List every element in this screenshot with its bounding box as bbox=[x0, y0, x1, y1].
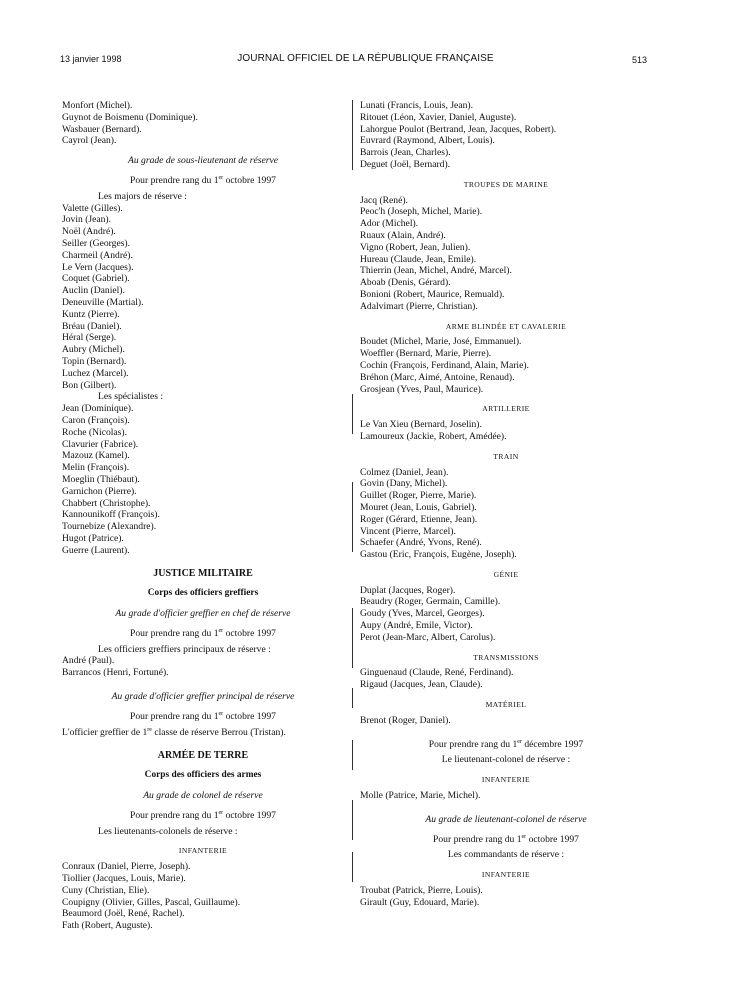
left-column bbox=[62, 100, 344, 932]
arme-heading: INFANTERIE bbox=[178, 846, 228, 856]
list-item: Monfort (Michel). bbox=[62, 100, 133, 111]
list-item: Jean (Dominique). bbox=[62, 403, 134, 415]
arme-heading: TRANSMISSIONS bbox=[473, 652, 539, 662]
list-item: Grosjean (Yves, Paul, Maurice). bbox=[360, 383, 484, 395]
margin-bar bbox=[352, 740, 353, 770]
list-item: Jacq (René). bbox=[360, 194, 408, 206]
rang-line: Pour prendre rang du 1er octobre 1997 bbox=[130, 627, 276, 639]
list-item: Bréau (Daniel). bbox=[62, 320, 122, 332]
margin-bar bbox=[352, 608, 353, 668]
list-item: Roger (Gérard, Etienne, Jean). bbox=[360, 513, 478, 525]
list-item: Barrois (Jean, Charles). bbox=[360, 147, 451, 159]
margin-bar bbox=[352, 688, 353, 708]
list-item: Héral (Serge). bbox=[62, 332, 117, 344]
list-item: Conraux (Daniel, Pierre, Joseph). bbox=[62, 861, 191, 873]
list-item: Duplat (Jacques, Roger). bbox=[360, 584, 456, 596]
list-item: Boudet (Michel, Marie, José, Emmanuel). bbox=[360, 336, 522, 348]
troupes-list bbox=[360, 195, 652, 313]
list-item: Brenot (Roger, Daniel). bbox=[360, 714, 451, 726]
list-item: Le Van Xieu (Bernard, Joselin). bbox=[360, 419, 482, 431]
list-item: Aupy (André, Emile, Victor). bbox=[360, 620, 473, 632]
list-item: Deguet (Joël, Bernard). bbox=[360, 158, 451, 170]
list-item: Kuntz (Pierre). bbox=[62, 308, 120, 320]
page-header bbox=[0, 0, 731, 70]
list-item: André (Paul). bbox=[62, 655, 115, 667]
margin-bar bbox=[352, 100, 353, 170]
list-item: Beaumord (Joël, René, Rachel). bbox=[62, 908, 185, 920]
grade-heading: Au grade d'officier greffier en chef de réserve bbox=[115, 608, 291, 620]
list-item: Schaefer (André, Yvons, René). bbox=[360, 537, 482, 549]
list-item: Mazouz (Kamel). bbox=[62, 450, 130, 462]
transmissions-list bbox=[360, 667, 652, 691]
greffiers-list bbox=[62, 655, 344, 679]
list-item: Troubat (Patrick, Pierre, Louis). bbox=[360, 885, 483, 897]
arme-heading: ARTILLERIE bbox=[482, 404, 530, 414]
list-item: Goudy (Yves, Marcel, Georges). bbox=[360, 608, 485, 620]
names-list bbox=[62, 100, 344, 147]
list-item: Jovin (Jean). bbox=[62, 214, 112, 226]
list-item: Luchez (Marcel). bbox=[62, 367, 129, 379]
list-item: Tournebize (Alexandre). bbox=[62, 521, 157, 533]
list-item: Molle (Patrice, Marie, Michel). bbox=[360, 790, 481, 802]
list-item: Cochin (François, Ferdinand, Alain, Marie). bbox=[360, 359, 529, 371]
list-item: Moeglin (Thiébaut). bbox=[62, 473, 140, 485]
list-item: Caron (François). bbox=[62, 414, 130, 426]
list-item: Ruaux (Alain, André). bbox=[360, 229, 446, 241]
list-item: Guerre (Laurent). bbox=[62, 544, 130, 556]
margin-bar bbox=[352, 800, 353, 840]
list-item: Auclin (Daniel). bbox=[62, 285, 125, 297]
arme-heading: INFANTERIE bbox=[481, 775, 531, 785]
list-item: Melin (François). bbox=[62, 462, 130, 474]
list-item: Ginguenaud (Claude, René, Ferdinand). bbox=[360, 667, 514, 679]
list-item: Fath (Robert, Auguste). bbox=[62, 920, 153, 932]
list-item: Cayrol (Jean). bbox=[62, 135, 117, 147]
list-item: Ritouet (Léon, Xavier, Daniel, Auguste). bbox=[360, 111, 517, 123]
rang-line: Pour prendre rang du 1er octobre 1997 bbox=[130, 174, 276, 186]
margin-bar bbox=[352, 394, 353, 434]
list-label: Les officiers greffiers principaux de réserve : bbox=[98, 643, 271, 655]
grade-heading: Au grade de sous-lieutenant de réserve bbox=[128, 155, 278, 167]
train-list bbox=[360, 467, 652, 561]
list-item: Hureau (Claude, Jean, Emile). bbox=[360, 253, 477, 265]
list-item: Lunati (Francis, Louis, Jean). bbox=[360, 100, 473, 111]
header-date: 13 janvier 1998 bbox=[60, 54, 122, 64]
rang-line: Pour prendre rang du 1er décembre 1997 bbox=[428, 738, 584, 750]
arme-heading: MATÉRIEL bbox=[485, 700, 527, 710]
list-item: Kannounikoff (François). bbox=[62, 509, 160, 521]
list-item: Wasbauer (Bernard). bbox=[62, 123, 142, 135]
materiel-list bbox=[360, 715, 652, 727]
list-item: Lahorgue Poulot (Bertrand, Jean, Jacques, Robert). bbox=[360, 123, 557, 135]
page-number: 513 bbox=[632, 55, 648, 65]
list-item: Rigaud (Jacques, Jean, Claude). bbox=[360, 679, 483, 691]
list-item: Clavurier (Fabrice). bbox=[62, 438, 139, 450]
list-item: Woeffler (Bernard, Marie, Pierre). bbox=[360, 348, 492, 360]
infanterie-list bbox=[62, 861, 344, 932]
list-item: Aboab (Denis, Gérard). bbox=[360, 277, 451, 289]
margin-bar bbox=[352, 852, 353, 882]
list-item: Le Vern (Jacques). bbox=[62, 261, 134, 273]
list-label: Les lieutenants-colonels de réserve : bbox=[98, 825, 238, 837]
arme-heading: ARME BLINDÉE ET CAVALERIE bbox=[445, 321, 567, 331]
specialistes-label: Les spécialistes : bbox=[98, 391, 164, 403]
genie-list bbox=[360, 585, 652, 644]
corps-heading: Corps des officiers greffiers bbox=[147, 588, 259, 599]
list-label: Les commandants de réserve : bbox=[447, 849, 565, 861]
section-title: ARMÉE DE TERRE bbox=[157, 750, 249, 762]
list-item: Coquet (Gabriel). bbox=[62, 273, 130, 285]
header-title: JOURNAL OFFICIEL DE LA RÉPUBLIQUE FRANÇAISE bbox=[237, 53, 494, 64]
list-item: Chabbert (Christophe). bbox=[62, 497, 151, 509]
list-item: Bréhon (Marc, Aimé, Antoine, Renaud). bbox=[360, 371, 515, 383]
list-label: Le lieutenant-colonel de réserve : bbox=[441, 754, 571, 766]
list-item: Bon (Gilbert). bbox=[62, 379, 117, 391]
list-item: Ador (Michel). bbox=[360, 218, 419, 230]
list-item: Beaudry (Roger, Germain, Camille). bbox=[360, 596, 501, 608]
names-list bbox=[360, 100, 652, 171]
list-item: Coupigny (Olivier, Gilles, Pascal, Guillaume). bbox=[62, 896, 241, 908]
rang-line: Pour prendre rang du 1er octobre 1997 bbox=[433, 833, 579, 845]
list-item: Deneuville (Martial). bbox=[62, 296, 144, 308]
arme-heading: INFANTERIE bbox=[481, 870, 531, 880]
arme-heading: GÉNIE bbox=[493, 569, 519, 579]
majors-label: Les majors de réserve : bbox=[98, 190, 187, 202]
rang-line: Pour prendre rang du 1er octobre 1997 bbox=[130, 710, 276, 722]
list-item: Noël (André). bbox=[62, 226, 116, 238]
list-item: Vigno (Robert, Jean, Julien). bbox=[360, 241, 471, 253]
grade-heading: Au grade d'officier greffier principal de réserve bbox=[111, 691, 295, 703]
list-item: Tiollier (Jacques, Louis, Marie). bbox=[62, 873, 186, 885]
infanterie2-list bbox=[360, 790, 652, 802]
right-column bbox=[360, 100, 652, 909]
list-item: Topin (Bernard). bbox=[62, 355, 127, 367]
list-item: Bonioni (Robert, Maurice, Remuald). bbox=[360, 288, 505, 300]
list-item: Guynot de Boismenu (Dominique). bbox=[62, 111, 198, 123]
list-item: Euvrard (Raymond, Albert, Louis). bbox=[360, 135, 495, 147]
list-item: Guillet (Roger, Pierre, Marie). bbox=[360, 490, 477, 502]
list-item: Valette (Gilles). bbox=[62, 202, 123, 214]
list-item: Seiller (Georges). bbox=[62, 237, 131, 249]
list-item: Charmeil (André). bbox=[62, 249, 133, 261]
abc-list bbox=[360, 336, 652, 395]
list-item: Aubry (Michel). bbox=[62, 344, 125, 356]
artillerie-list bbox=[360, 419, 652, 443]
rang-line: Pour prendre rang du 1er octobre 1997 bbox=[130, 809, 276, 821]
list-item: Garnichon (Pierre). bbox=[62, 485, 137, 497]
grade-heading: Au grade de colonel de réserve bbox=[143, 790, 263, 802]
list-item: Vincent (Pierre, Marcel). bbox=[360, 525, 456, 537]
list-item: Cuny (Christian, Elie). bbox=[62, 884, 150, 896]
list-item: Barrancos (Henri, Fortuné). bbox=[62, 667, 169, 679]
arme-heading: TRAIN bbox=[493, 451, 519, 461]
section-title: JUSTICE MILITAIRE bbox=[153, 568, 253, 580]
list-item: Peoc'h (Joseph, Michel, Marie). bbox=[360, 206, 483, 218]
list-item: Govin (Dany, Michel). bbox=[360, 478, 448, 490]
list-item: Hugot (Patrice). bbox=[62, 532, 124, 544]
margin-bar bbox=[352, 482, 353, 552]
grade-heading: Au grade de lieutenant-colonel de réserve bbox=[425, 813, 587, 825]
arme-heading: TROUPES DE MARINE bbox=[463, 179, 549, 189]
list-item: Adalvimart (Pierre, Christian). bbox=[360, 300, 478, 312]
infanterie3-list bbox=[360, 885, 652, 909]
specialistes-list bbox=[62, 403, 344, 556]
list-item: Perot (Jean-Marc, Albert, Carolus). bbox=[360, 631, 496, 643]
list-item: Mouret (Jean, Louis, Gabriel). bbox=[360, 501, 477, 513]
list-item: Lamoureux (Jackie, Robert, Amédée). bbox=[360, 430, 507, 442]
list-item: Roche (Nicolas). bbox=[62, 426, 128, 438]
majors-list bbox=[62, 203, 344, 392]
corps-heading: Corps des officiers des armes bbox=[144, 770, 262, 781]
list-item: Girault (Guy, Edouard, Marie). bbox=[360, 896, 480, 908]
greffier-line: L'officier greffier de 1re classe de réserve Berrou (Tristan). bbox=[62, 726, 286, 738]
list-item: Thierrin (Jean, Michel, André, Marcel). bbox=[360, 265, 512, 277]
list-item: Colmez (Daniel, Jean). bbox=[360, 466, 449, 478]
list-item: Gastou (Eric, François, Eugène, Joseph). bbox=[360, 549, 517, 561]
